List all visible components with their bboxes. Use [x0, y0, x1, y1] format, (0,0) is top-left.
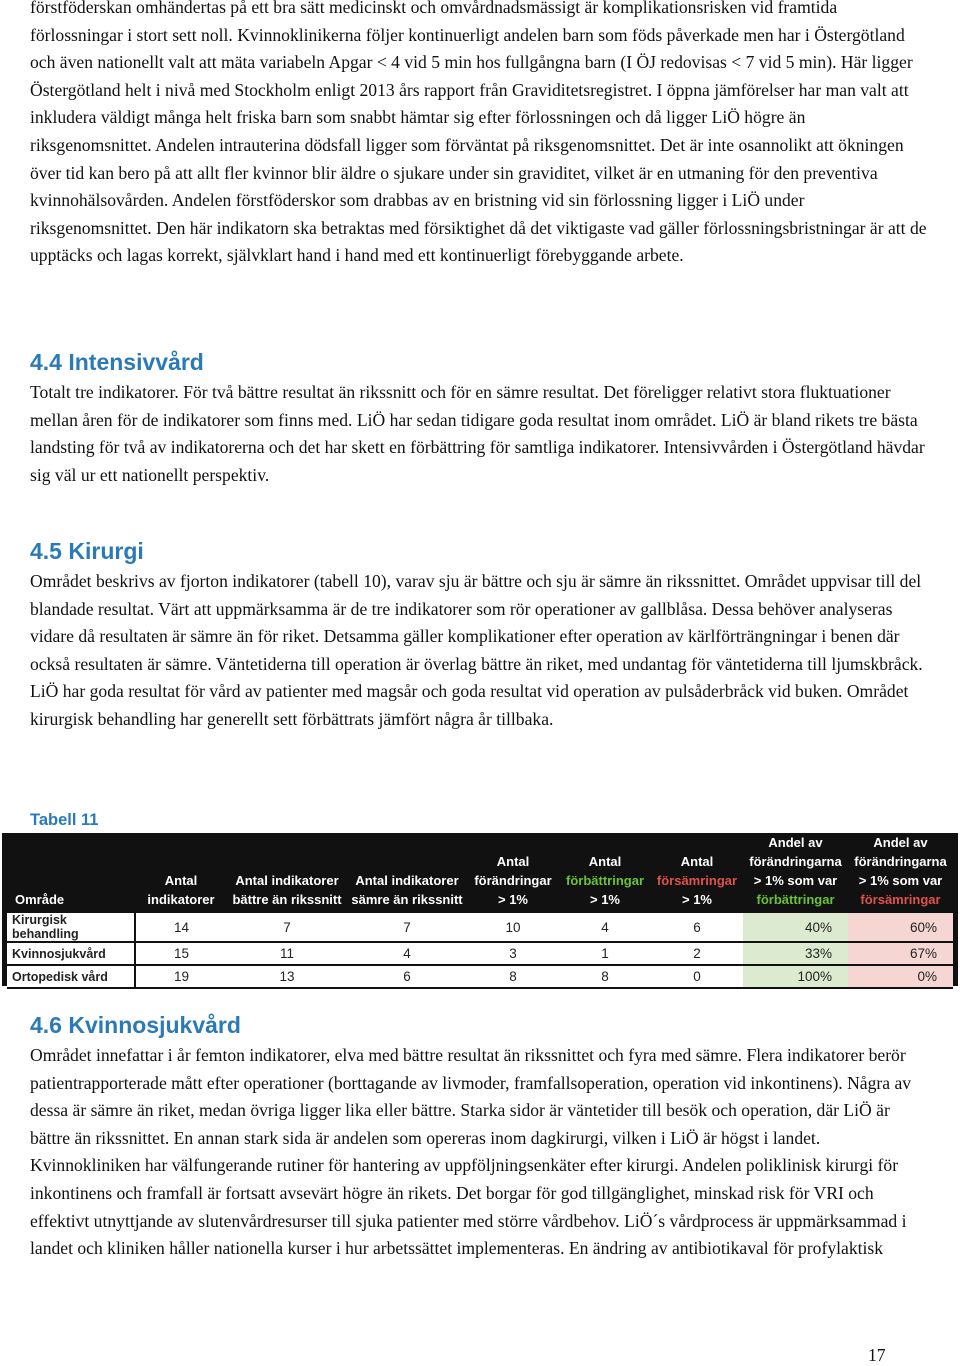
header-andel-forbattringar	[743, 833, 848, 913]
cell-antal: 15	[135, 942, 227, 965]
cell-forsamringar: 6	[651, 913, 743, 942]
paragraph-obstetrics: förstföderskan omhändertas på ett bra sätt medicinskt och omvårdnadsmässigt är komplikationsrisken vid framtida förlossningar i stort sett noll. Kvinnoklinikerna följer kontinuerligt andelen barn som föds påverkade men har i Östergötland och även nationellt valt att mäta variabeln Apgar < 4 vid 5 min hos fullgångna barn (I ÖJ redovisas < 7 vid 5 min). Här ligger Östergötland helt i nivå med Stockholm enligt 2013 års rapport från Graviditetsregistret. I öppna jämförelser har man valt att inkludera väldigt många helt friska barn som snabbt hämtar sig efter förlossningen och då ligger LiÖ högre än riksgenomsnittet. Andelen intrauterina dödsfall ligger som förväntat på riksgenomsnittet. Det är inte osannolikt att ökningen över tid kan bero på att allt fler kvinnor blir äldre o sjukare under sin graviditet, vilket är en utmaning för den preventiva kvinnohälsovården. Andelen förstföderskor som drabbas av en bristning vid sin förlossning ligger i LiÖ under riksgenomsnittet. Den här indikatorn ska betraktas med försiktighet då det viktigaste vad gäller förlossningsbristningar är att de upptäcks och lagas korrekt, självklart hand i hand med ett kontinuerligt förebyggande arbete.	[30, 0, 927, 266]
cell-forbattringar: 1	[559, 942, 651, 965]
cell-andel-forbattringar: 40%	[743, 913, 848, 942]
header-andel-fors-pre: Andel av förändringarna > 1% som var	[854, 835, 947, 888]
cell-antal: 14	[135, 913, 227, 942]
header-forb-word: förbättringar	[566, 873, 644, 888]
cell-forsamringar: 2	[651, 942, 743, 965]
header-andel-forb-word: förbättringar	[756, 892, 835, 907]
table-header-row	[7, 833, 953, 913]
header-fors-post: > 1%	[682, 892, 712, 907]
cell-andel-forbattringar: 100%	[743, 965, 848, 988]
cell-samre: 4	[347, 942, 467, 965]
header-samre: Antal indikatorer sämre än rikssnitt	[351, 873, 463, 907]
cell-samre: 6	[347, 965, 467, 988]
cell-andel-forsamringar: 60%	[848, 913, 953, 942]
table-container	[2, 833, 958, 986]
paragraph-intensivvard: Totalt tre indikatorer. För två bättre resultat än rikssnitt och för en sämre resultat. Det föreligger relativt stora fluktuationer mellan åren för de indikatorer som finns med. LiÖ har sedan tidigare goda resultat inom området. LiÖ är bland rikets tre bästa landsting för två av indikatorerna och det har skett en förbättring för samtliga indikatorer. Intensivvården i Östergötland hävdar sig väl ur ett nationellt perspektiv.	[30, 382, 925, 485]
header-battre: Antal indikatorer bättre än rikssnitt	[232, 873, 342, 907]
cell-area: Kvinnosjukvård	[7, 942, 135, 965]
cell-battre: 11	[227, 942, 347, 965]
cell-antal: 19	[135, 965, 227, 988]
table-row	[7, 942, 953, 965]
header-andel-forsamringar	[848, 833, 953, 913]
paragraph-kvinnosjukvard: Området innefattar i år femton indikatorer, elva med bättre resultat än rikssnittet och fyra med sämre. Flera indikatorer berör patientrapporterade mått efter operationer (borttagande av livmoder, framfallsoperation, operation vid inkontinens). Några av dessa är sämre än riket, medan övriga ligger lika eller bättre. Starka sidor är väntetider till besök och operation, där LiÖ är bättre än rikssnittet. En annan stark sida är andelen som opereras inom dagkirurgi, vilken i LiÖ är högst i landet. Kvinnokliniken har välfungerande rutiner för hantering av uppföljningsenkäter efter kirurgi. Andelen poliklinisk kirurgi för inkontinens och framfall är fortsatt avsevärt högre än rikets. Det borgar för god tillgänglighet, minskad risk för VRI och effektivt utnyttjande av slutenvårdresurser till sjuka patienter med större vårdbehov. LiÖ´s vårdprocess är uppmärksammad i landet och kliniken håller nationella kurser i hur arbetssättet implementeras. En ändring av antibiotikaval för profylaktisk	[30, 1045, 912, 1259]
header-forb-pre: Antal	[588, 854, 622, 869]
page-number: 17	[868, 1345, 886, 1365]
cell-battre: 13	[227, 965, 347, 988]
cell-forbattringar: 4	[559, 913, 651, 942]
cell-forandringar: 8	[467, 965, 559, 988]
header-forsamringar	[651, 833, 743, 913]
cell-area: Kirurgisk behandling	[7, 913, 135, 942]
header-andel-fors-word: försämringar	[860, 892, 941, 907]
cell-forandringar: 10	[467, 913, 559, 942]
header-forbattringar	[559, 833, 651, 913]
header-fors-pre: Antal	[680, 854, 714, 869]
table-caption: Tabell 11	[30, 811, 99, 829]
header-antal: Antal indikatorer	[147, 873, 215, 907]
cell-andel-forsamringar: 0%	[848, 965, 953, 988]
header-forb-post: > 1%	[590, 892, 620, 907]
heading-kirurgi: 4.5 Kirurgi	[30, 538, 144, 564]
paragraph-kirurgi: Området beskrivs av fjorton indikatorer (tabell 10), varav sju är bättre och sju är sämre än rikssnittet. Området uppvisar till del blandade resultat. Värt att uppmärksamma är de tre indikatorer som rör operationer av gallblåsa. Dessa behöver analyseras vidare då resultaten är sämre än för riket. Detsamma gäller komplikationer efter operation av kärlförträngningar i benen där också resultaten är sämre. Väntetiderna till operation är överlag bättre än riket, med undantag för väntetiderna till ljumskbråck. LiÖ har goda resultat för vård av patienter med magsår och goda resultat vid operation av pulsåderbråck vid buken. Området kirurgisk behandling har generellt sett förbättrats jämfört några år tillbaka.	[30, 571, 923, 729]
heading-kvinnosjukvard: 4.6 Kvinnosjukvård	[30, 1012, 241, 1038]
cell-forandringar: 3	[467, 942, 559, 965]
header-forandringar: Antal förändringar > 1%	[474, 854, 552, 907]
cell-area: Ortopedisk vård	[7, 965, 135, 988]
cell-samre: 7	[347, 913, 467, 942]
table-row	[7, 913, 953, 942]
header-fors-word: försämringar	[656, 873, 738, 888]
cell-battre: 7	[227, 913, 347, 942]
indicator-table	[7, 833, 953, 989]
cell-forsamringar: 0	[651, 965, 743, 988]
header-omrade: Område	[15, 892, 65, 907]
table-row	[7, 965, 953, 988]
header-andel-forb-pre: Andel av förändringarna > 1% som var	[749, 835, 842, 888]
cell-forbattringar: 8	[559, 965, 651, 988]
heading-intensivvard: 4.4 Intensivvård	[30, 349, 204, 375]
cell-andel-forbattringar: 33%	[743, 942, 848, 965]
cell-andel-forsamringar: 67%	[848, 942, 953, 965]
